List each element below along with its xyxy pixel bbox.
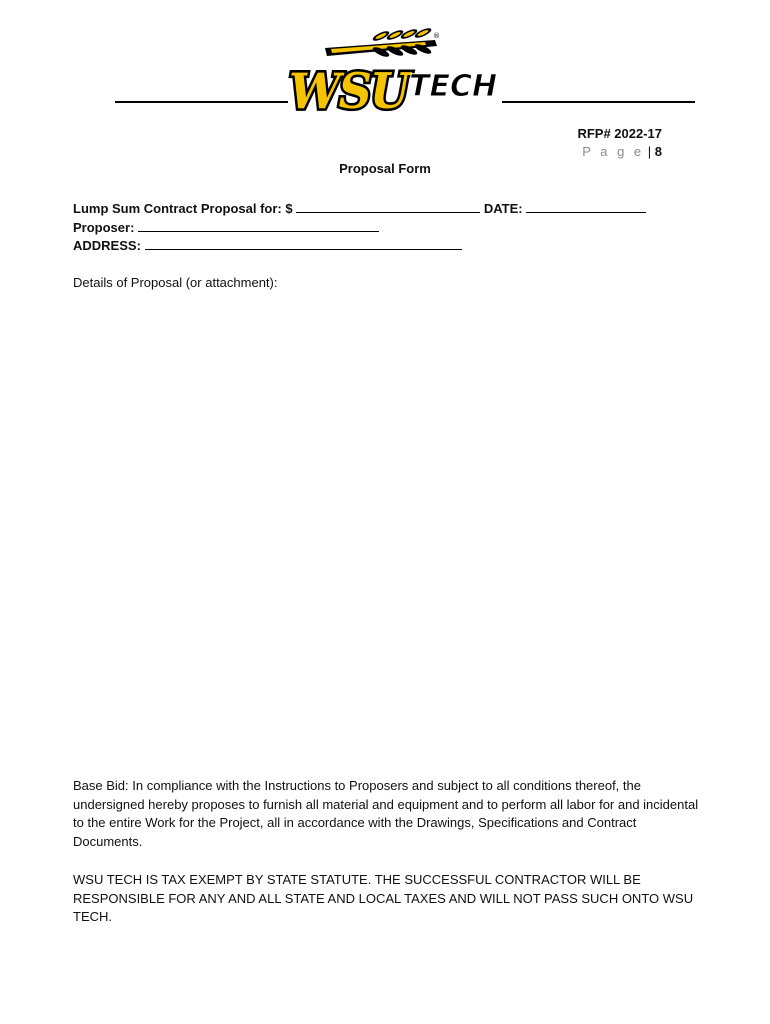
header-rule-right [502, 101, 695, 103]
lump-sum-amount-field[interactable] [296, 200, 480, 213]
page-number: 8 [654, 144, 662, 159]
base-bid-paragraph: Base Bid: In compliance with the Instructions to Proposers and subject to all conditions thereof, the undersigned hereby proposes to furnish all material and equipment and to perform all labor for and incidental to the entire Work for the Project, all in accordance with the Drawings, Specifications and Contract Documents. [73, 778, 699, 849]
page-label: P a g e [582, 144, 645, 159]
proposer-row [73, 219, 379, 235]
address-row [73, 237, 462, 253]
date-label: DATE: [483, 201, 523, 216]
proposer-label: Proposer: [73, 220, 135, 235]
details-label: Details of Proposal (or attachment): [73, 275, 278, 290]
tax-notice-paragraph: WSU TECH IS TAX EXEMPT BY STATE STATUTE. THE SUCCESSFUL CONTRACTOR WILL BE RESPONSIBLE FOR ANY AND ALL STATE AND LOCAL TAXES AND WILL NOT PASS SUCH ONTO WSU TECH. [73, 872, 694, 924]
page-indicator [582, 144, 662, 159]
logo-wsu-text: WSU [289, 63, 408, 121]
lump-sum-row [73, 200, 646, 216]
form-title: Proposal Form [339, 161, 431, 176]
date-field[interactable] [526, 200, 646, 213]
page-separator: | [644, 144, 655, 159]
rfp-number: RFP# 2022-17 [577, 126, 662, 141]
address-label: ADDRESS: [73, 238, 141, 253]
wsu-tech-logo [285, 26, 505, 126]
proposer-field[interactable] [138, 219, 379, 232]
address-field[interactable] [145, 237, 462, 250]
registered-mark: ® [433, 32, 440, 40]
header-rule-left [115, 101, 288, 103]
wheat-icon [325, 26, 437, 58]
logo-tech-text: TECH [409, 69, 498, 104]
lump-sum-label: Lump Sum Contract Proposal for: $ [73, 201, 293, 216]
